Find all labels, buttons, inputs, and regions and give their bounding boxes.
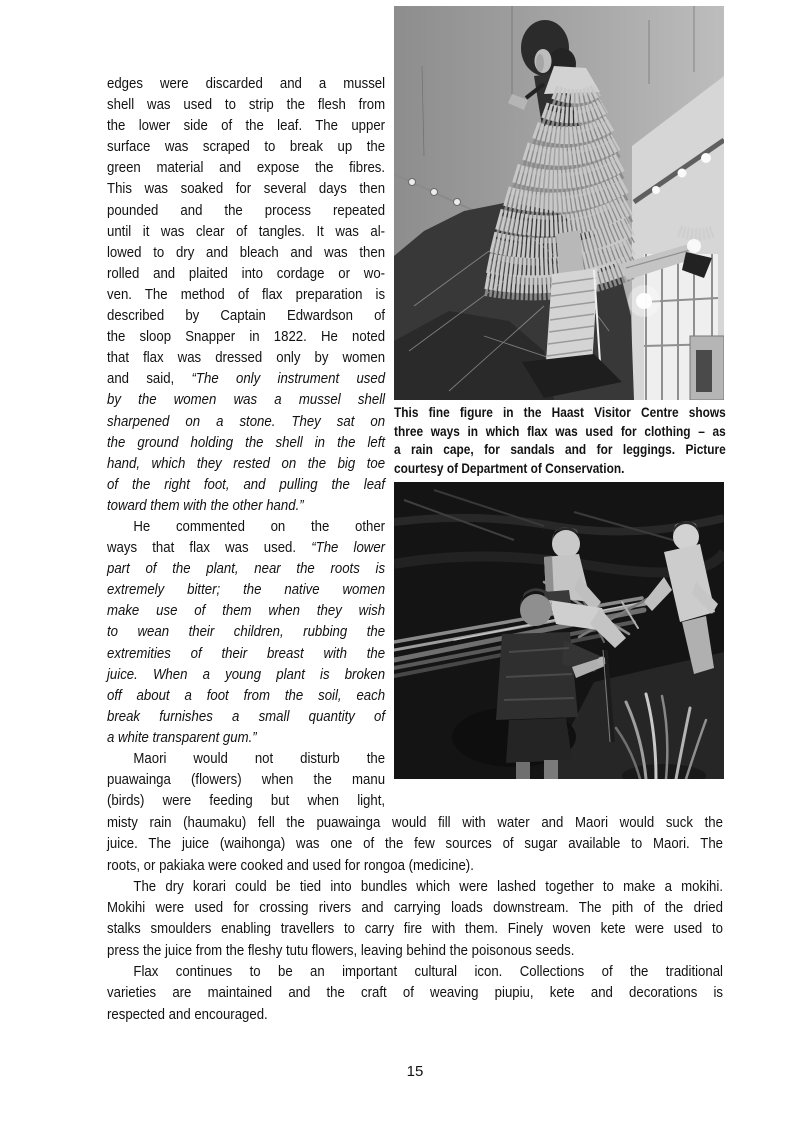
text-line: to wean their children, rubbing the: [107, 623, 386, 641]
text-line: (birds) were feeding but when light,: [107, 792, 386, 810]
text-line: juice. The juice (waihonga) was one of the few sources of sugar available to Maori. The: [107, 835, 723, 853]
text-line: sharpened on a stone. They sat on: [107, 412, 386, 430]
text-line: extremely bitter; the native women: [107, 581, 386, 599]
text-line: the sloop Snapper in 1822. He noted: [107, 328, 386, 346]
text-line: The dry korari could be tied into bundles which were lashed together to make a mokihi.: [133, 877, 723, 895]
text-line: He commented on the other: [133, 517, 386, 535]
text-line: Flax continues to be an important cultural icon. Collections of the traditional: [133, 963, 723, 981]
text-line: extremities of their breast with the: [107, 644, 386, 662]
text-line: pounded and the process repeated: [107, 201, 386, 219]
text-line: ven. The method of flax preparation is: [107, 285, 386, 303]
text-line: This was soaked for several days then: [107, 180, 386, 198]
text-line: of the right foot, and pulling the leaf: [107, 475, 386, 493]
photo-caption: [394, 404, 726, 478]
text-line: courtesy of Department of Conservation.: [394, 460, 625, 476]
text-line: ways that flax was used. “The lower: [107, 539, 386, 557]
text-line: Maori would not disturb the: [133, 750, 386, 767]
text-line: and said, “The only instrument used: [107, 370, 386, 388]
text-line: that flax was dressed only by women: [107, 349, 386, 367]
text-line: make use of them when they wish: [107, 602, 386, 620]
text-line: puawainga (flowers) when the manu: [107, 771, 386, 789]
photo-caption-text: [394, 404, 726, 478]
children-river-photo: [394, 482, 724, 779]
text-line: Mokihi were used for crossing rivers and carrying loads downstream. The pith of the dried: [107, 899, 723, 917]
text-line: misty rain (haumaku) fell the puawainga would fill with water and Maori would suck the: [107, 814, 723, 831]
text-line: off about a foot from the soil, each: [107, 686, 386, 704]
text-line: varieties are maintained and the craft of weaving piupiu, kete and decorations is: [107, 984, 723, 1002]
text-line: three ways in which flax was used for clothing – as: [394, 423, 726, 439]
text-line: stalks smoulders enabling travellers to carry fire with them. Finely woven kete were used to: [107, 920, 723, 938]
text-line: hand, which they rested on the big toe: [107, 454, 386, 472]
museum-figure-photo: [394, 6, 724, 400]
text-line: roots, or pakiaka were cooked and used for rongoa (medicine).: [107, 856, 474, 874]
text-line: rolled and plaited into cordage or wo-: [107, 264, 386, 282]
text-line: respected and encouraged.: [107, 1005, 268, 1023]
text-line: green material and expose the fibres.: [107, 159, 386, 177]
museum-photo-illustration: [394, 6, 724, 400]
text-line: shell was used to strip the flesh from: [107, 96, 386, 114]
text-line: a white transparent gum.”: [107, 728, 257, 746]
text-line: the ground holding the shell in the left: [107, 433, 386, 451]
text-line: press the juice from the fleshy tutu flowers, leaving behind the poisonous seeds.: [107, 941, 575, 959]
bottom-text-block: [107, 812, 723, 1025]
text-line: juice. When a young plant is broken: [107, 665, 386, 683]
text-line: This fine figure in the Haast Visitor Centre shows: [394, 405, 726, 420]
left-column-text: [107, 73, 385, 811]
text-line: a rain cape, for sandals and for leggings. Picture: [394, 442, 726, 458]
text-line: described by Captain Edwardson of: [107, 307, 386, 325]
bottom-text: [107, 812, 723, 1025]
text-line: part of the plant, near the roots is: [107, 560, 386, 578]
text-line: until it was clear of tangles. It was al-: [107, 222, 386, 240]
text-line: break furnishes a small quantity of: [107, 707, 386, 725]
text-line: by the women was a mussel shell: [107, 391, 386, 409]
left-column: [107, 73, 385, 813]
text-line: toward them with the other hand.”: [107, 496, 304, 514]
page-number: 15: [406, 1063, 424, 1080]
text-line: edges were discarded and a mussel: [107, 75, 386, 92]
river-photo-illustration: [394, 482, 724, 779]
text-line: lowed to dry and bleach and was then: [107, 243, 386, 261]
text-line: the lower side of the leaf. The upper: [107, 117, 386, 135]
text-line: surface was scraped to break up the: [107, 138, 386, 156]
